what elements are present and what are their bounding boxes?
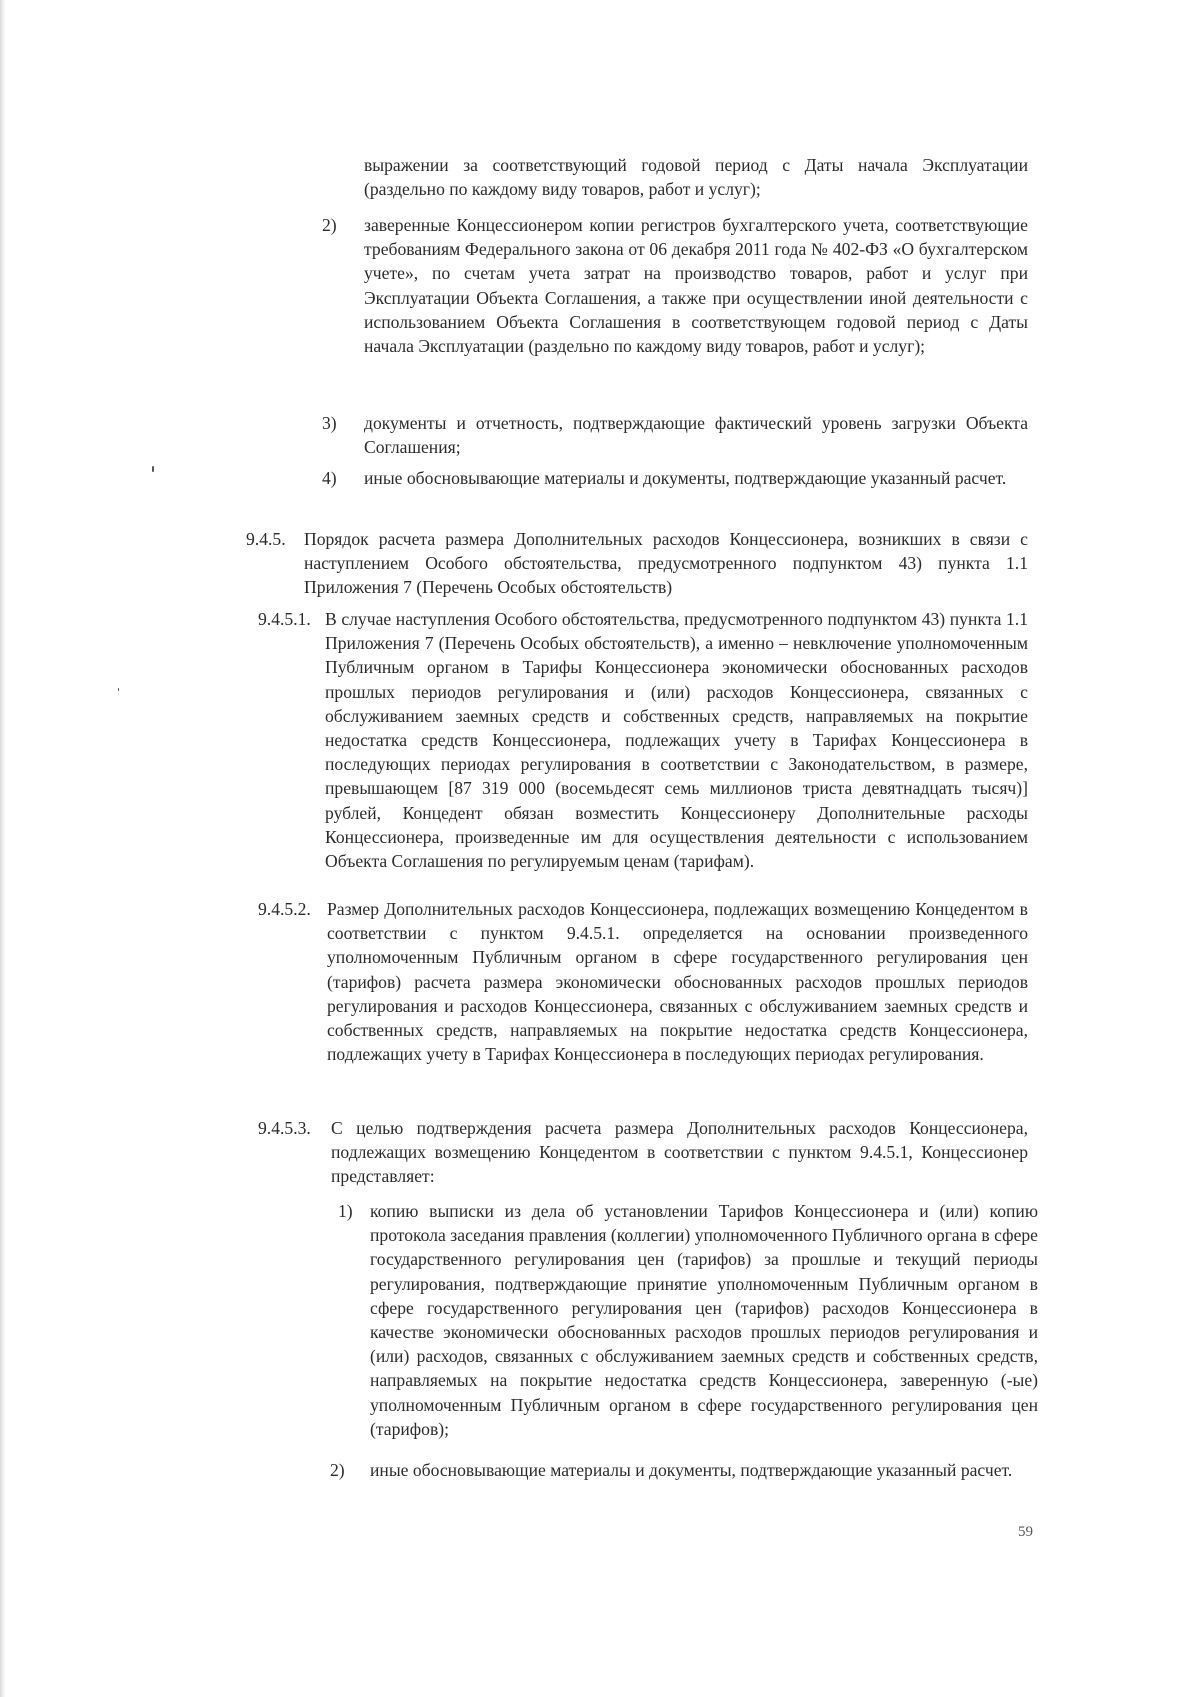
page-number: 59 xyxy=(1018,1524,1033,1540)
section-paragraph: В случае наступления Особого обстоятельства, предусмотренного подпунктом 43) пункта 1.1 Приложения 7 (Перечень Особых обстоятельств), а именно – невключение уполномоченным Публичным органом в Тарифы Концессионера экономически обоснованных расходов прошлых периодов регулирования и (или) расходов Концессионера, связанных с обслуживанием заемных средств и собственных средств, направляемых на покрытие недостатка средств Концессионера, подлежащих учету в Тарифах Концессионера в последующих периодах регулирования в соответствии с Законодательством, в размере, превышающем [87 319 000 (восемьдесят семь миллионов триста девятнадцать тысяч)] рублей, Концедент обязан возместить Концессионеру Дополнительные расходы Концессионера, произведенные им для осуществления деятельности с использованием Объекта Соглашения по регулируемым ценам (тарифам). xyxy=(325,609,1028,872)
list-item-text: документы и отчетность, подтверждающие фактический уровень загрузки Объекта Соглашения; xyxy=(364,413,1028,458)
section-paragraph: Размер Дополнительных расходов Концессионера, подлежащих возмещению Концедентом в соответствии с пунктом 9.4.5.1. определяется на основании произведенного уполномоченным Публичным органом в сфере государственного регулирования цен (тарифов) расчета размера экономически обоснованных расходов прошлых периодов регулирования и расходов Концессионера, связанных с обслуживанием заемных средств и собственных средств, направляемых на покрытие недостатка средств Концессионера, подлежащих учету в Тарифах Концессионера в последующих периодах регулирования. xyxy=(327,899,1028,1065)
list-item-text: иные обосновывающие материалы и документы, подтверждающие указанный расчет. xyxy=(370,1460,1013,1480)
section-number: 9.4.5.2. xyxy=(258,899,311,919)
scan-speck xyxy=(118,688,119,691)
section-heading-text: Порядок расчета размера Дополнительных расходов Концессионера, возникших в связи с наступлением Особого обстоятельства, предусмотренного подпунктом 43) пункта 1.1 Приложения 7 (Перечень Особых обстоятельств) xyxy=(304,529,1028,598)
section-paragraph: С целью подтверждения расчета размера Дополнительных расходов Концессионера, подлежащих возмещению Концедентом в соответствии с пунктом 9.4.5.1, Концессионер представляет: xyxy=(331,1118,1028,1187)
list-item-number: 2) xyxy=(322,215,337,235)
list-item-text: копию выписки из дела об установлении Тарифов Концессионера и (или) копию протокола заседания правления (коллегии) уполномоченного Публичного органа в сфере государственного регулирования цен (тарифов) за прошлые и текущий периоды регулирования, подтверждающие принятие уполномоченным Публичным органом в сфере государственного регулирования цен (тарифов) расходов Концессионера в качестве экономически обоснованных расходов прошлых периодов регулирования и (или) расходов, связанных с обслуживанием заемных средств и собственных средств, направляемых на покрытие недостатка средств Концессионера, заверенную (-ые) уполномоченным Публичным органом в сфере государственного регулирования цен (тарифов); xyxy=(370,1201,1038,1439)
list-item-text: заверенные Концессионером копии регистров бухгалтерского учета, соответствующие требованиям Федерального закона от 06 декабря 2011 года № 402-ФЗ «О бухгалтерском учете», по счетам учета затрат на производство товаров, работ и услуг при Эксплуатации Объекта Соглашения, а также при осуществлении иной деятельности с использованием Объекта Соглашения в соответствующем годовой период с Даты начала Эксплуатации (раздельно по каждому виду товаров, работ и услуг); xyxy=(364,215,1028,357)
section-number: 9.4.5.1. xyxy=(258,609,311,629)
scan-speck xyxy=(152,466,154,472)
scan-shadow xyxy=(0,0,6,1697)
list-item-number: 3) xyxy=(322,413,337,433)
list-item-number: 1) xyxy=(338,1201,353,1221)
list-item-number: 4) xyxy=(322,468,337,488)
list-item-text: иные обосновывающие материалы и документы, подтверждающие указанный расчет. xyxy=(364,468,1007,488)
section-number: 9.4.5. xyxy=(246,529,286,549)
section-number: 9.4.5.3. xyxy=(258,1118,311,1138)
list-item-number: 2) xyxy=(330,1460,345,1480)
continuation-paragraph: выражении за соответствующий годовой период с Даты начала Эксплуатации (раздельно по каждому виду товаров, работ и услуг); xyxy=(364,155,1028,200)
